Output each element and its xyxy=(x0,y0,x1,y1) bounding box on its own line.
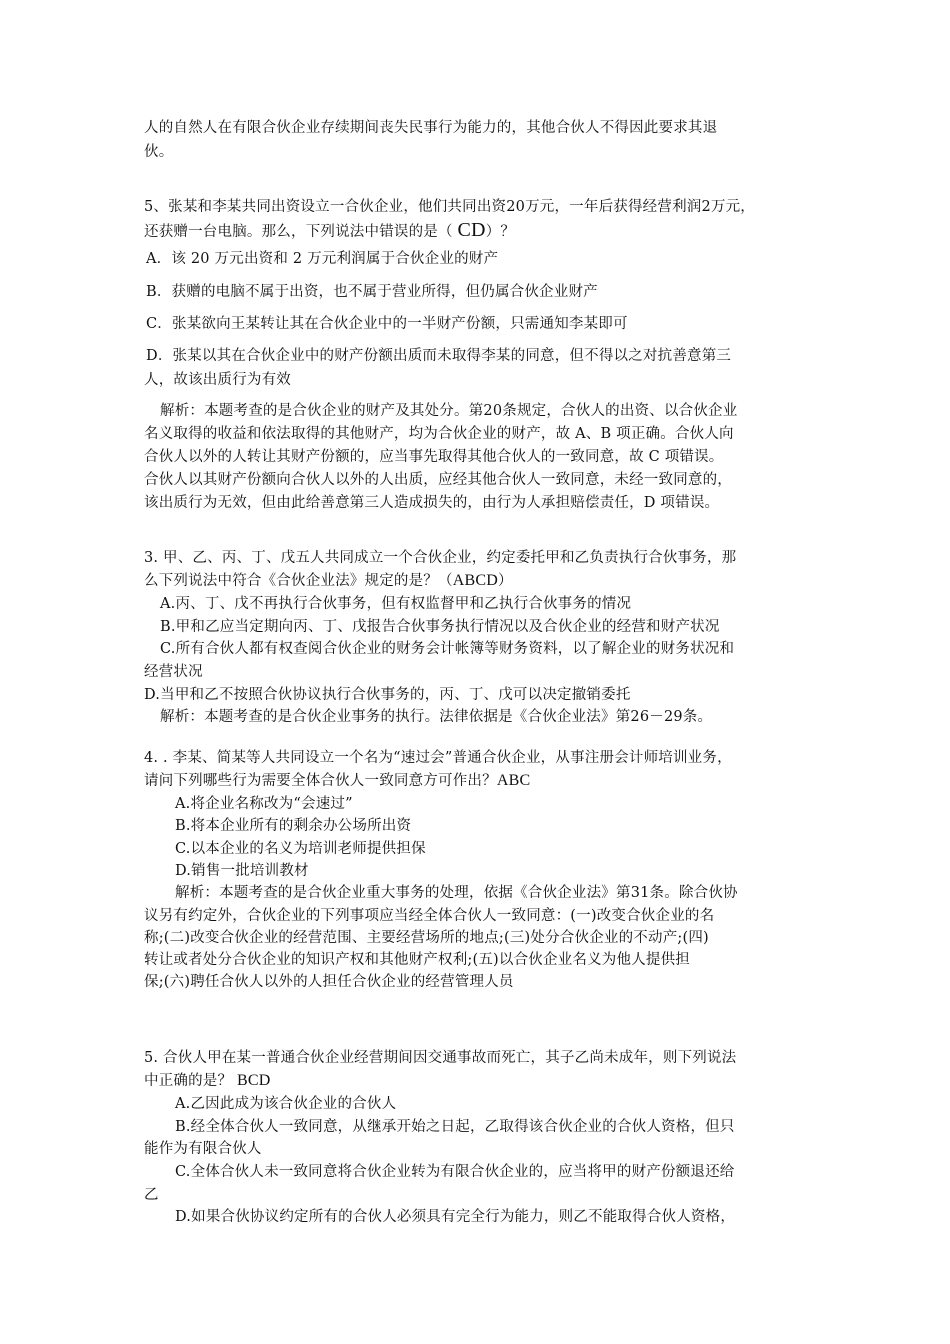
question-stem xyxy=(144,570,814,592)
option-b: B.经全体合伙人一致同意，从继承开始之日起，乙取得该合伙企业的合伙人资格，但只 xyxy=(175,1119,735,1135)
paragraph-line: 人的自然人在有限合伙企业存续期间丧失民事行为能力的，其他合伙人不得因此要求其退 xyxy=(144,120,718,136)
option-a: A.丙、丁、戊不再执行合伙事务，但有权监督甲和乙执行合伙事务的情况 xyxy=(160,596,632,612)
question-stem: 5、张某和李某共同出资设立一合伙企业，他们共同出资20万元，一年后获得经营利润2万元， xyxy=(144,199,755,215)
option-c: 经营状况 xyxy=(144,664,203,680)
option-c: C.以本企业的名义为培训老师提供担保 xyxy=(175,841,426,857)
question-stem xyxy=(144,770,814,792)
option-d: D．张某以其在合伙企业中的财产份额出质而未取得李某的同意，但不得以之对抗善意第三 xyxy=(146,348,732,364)
option-d: D.如果合伙协议约定所有的合伙人必须具有完全行为能力，则乙不能取得合伙人资格， xyxy=(175,1209,736,1225)
question-stem: 5. 合伙人甲在某一普通合伙企业经营期间因交通事故而死亡，其子乙尚未成年，则下列说法 xyxy=(144,1050,737,1066)
explanation: 转让或者处分合伙企业的知识产权和其他财产权利;(五)以合伙企业名义为他人提供担 xyxy=(144,952,690,968)
explanation: 解析：本题考查的是合伙企业事务的执行。法律依据是《合伙企业法》第26－29条。 xyxy=(160,709,713,725)
option-b: B.将本企业所有的剩余办公场所出资 xyxy=(175,818,412,834)
option-b: B．获赠的电脑不属于出资，也不属于营业所得，但仍属合伙企业财产 xyxy=(146,284,598,300)
question-stem-text: ）？ xyxy=(485,224,516,240)
explanation: 名义取得的收益和依法取得的其他财产，均为合伙企业的财产，故 A、B 项正确。合伙人向 xyxy=(144,426,734,442)
option-a: A．该 20 万元出资和 2 万元利润属于合伙企业的财产 xyxy=(146,251,499,267)
explanation: 该出质行为无效，但由此给善意第三人造成损失的，由行为人承担赔偿责任，D 项错误。 xyxy=(144,495,720,511)
option-a: A.将企业名称改为“会速过” xyxy=(175,796,353,812)
paragraph-line: 伙。 xyxy=(144,144,174,160)
option-c: 乙 xyxy=(144,1187,159,1203)
question-stem xyxy=(144,1070,814,1092)
question-stem-text: 请问下列哪些行为需要全体合伙人一致同意方可作出？ xyxy=(144,773,497,789)
option-b: B.甲和乙应当定期向丙、丁、戊报告合伙事务执行情况以及合伙企业的经营和财产状况 xyxy=(160,619,720,635)
question-stem-text: ） xyxy=(497,573,513,589)
explanation: 解析：本题考查的是合伙企业的财产及其处分。第20条规定，合伙人的出资、以合伙企业 xyxy=(160,403,738,419)
explanation: 保;(六)聘任合伙人以外的人担任合伙企业的经营管理人员 xyxy=(144,974,514,990)
option-d: 人，故该出质行为有效 xyxy=(144,372,291,388)
option-a: A.乙因此成为该合伙企业的合伙人 xyxy=(175,1096,397,1112)
option-b: 能作为有限合伙人 xyxy=(144,1141,262,1157)
question-stem: 4. . 李某、简某等人共同设立一个名为“速过会”普通合伙企业，从事注册会计师培训业务， xyxy=(144,750,732,766)
explanation: 解析：本题考查的是合伙企业重大事务的处理，依据《合伙企业法》第31条。除合伙协 xyxy=(175,885,738,901)
answer-handwritten: BCD xyxy=(237,1072,271,1089)
answer-handwritten: CD xyxy=(457,219,486,241)
question-stem: 3. 甲、乙、丙、丁、戊五人共同成立一个合伙企业，约定委托甲和乙负责执行合伙事务，那 xyxy=(144,550,737,566)
option-c: C.所有合伙人都有权查阅合伙企业的财务会计帐簿等财务资料，以了解企业的财务状况和 xyxy=(160,641,735,657)
explanation: 议另有约定外，合伙企业的下列事项应当经全体合伙人一致同意：(一)改变合伙企业的名 xyxy=(144,908,715,924)
explanation: 合伙人以外的人转让其财产份额的，应当事先取得其他合伙人的一致同意，故 C 项错误。 xyxy=(144,449,724,465)
explanation: 合伙人以其财产份额向合伙人以外的人出质，应经其他合伙人一致同意，未经一致同意的， xyxy=(144,472,732,488)
explanation: 称;(二)改变合伙企业的经营范围、主要经营场所的地点;(三)处分合伙企业的不动产;(四) xyxy=(144,930,709,946)
question-stem-text: 中正确的是？ xyxy=(144,1073,238,1089)
option-c: C.全体合伙人未一致同意将合伙企业转为有限合伙企业的，应当将甲的财产份额退还给 xyxy=(175,1164,735,1180)
answer-handwritten: ABCD xyxy=(452,572,498,589)
question-stem-text: 么下列说法中符合《合伙企业法》规定的是？（ xyxy=(144,573,453,589)
question-stem xyxy=(144,219,814,243)
option-c: C．张某欲向王某转让其在合伙企业中的一半财产份额，只需通知李某即可 xyxy=(146,316,628,332)
answer-handwritten: ABC xyxy=(496,772,531,789)
question-stem-text: 还获赠一台电脑。那么，下列说法中错误的是（ xyxy=(144,224,458,240)
option-d: D.当甲和乙不按照合伙协议执行合伙事务的，丙、丁、戊可以决定撤销委托 xyxy=(144,687,631,703)
option-d: D.销售一批培训教材 xyxy=(175,863,309,879)
